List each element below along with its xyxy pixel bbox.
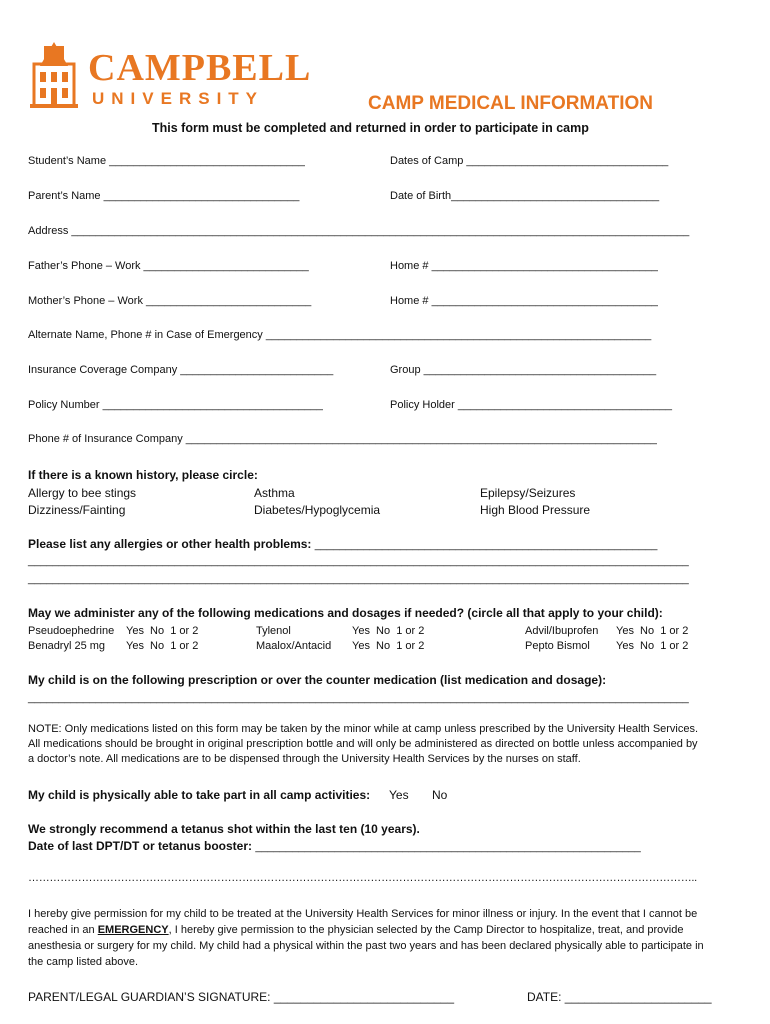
tetanus-recommendation: We strongly recommend a tetanus shot within the last ten (10 years). bbox=[28, 822, 420, 836]
allergies-inline-blank[interactable]: ________________________________________________________ bbox=[314, 539, 658, 551]
father-phone-field[interactable]: Father’s Phone – Work ___________________________ bbox=[28, 260, 309, 272]
medication-name: Pseudoephedrine bbox=[28, 625, 115, 637]
physical-ability-label: My child is physically able to take part in all camp activities: bbox=[28, 788, 371, 802]
medication-options[interactable]: Yes No 1 or 2 bbox=[126, 640, 199, 652]
insurance-phone-field[interactable]: Phone # of Insurance Company _____________________________________________________________________________ bbox=[28, 433, 657, 445]
logo-campbell-text: CAMPBELL bbox=[88, 47, 312, 89]
guardian-signature-field[interactable]: PARENT/LEGAL GUARDIAN’S SIGNATURE: ___________________________ bbox=[28, 990, 455, 1004]
permission-text-post: , I hereby give permission to the physician selected by the Camp Director to hospitalize, treat, and provide bbox=[168, 924, 684, 936]
medication-name: Tylenol bbox=[256, 625, 291, 637]
address-field[interactable]: Address _____________________________________________________________________________________________________ bbox=[28, 225, 690, 237]
physical-no-option[interactable]: No bbox=[432, 788, 448, 802]
medication-options[interactable]: Yes No 1 or 2 bbox=[126, 625, 199, 637]
medication-options[interactable]: Yes No 1 or 2 bbox=[352, 625, 425, 637]
mother-phone-field[interactable]: Mother’s Phone – Work ___________________________ bbox=[28, 295, 312, 307]
note-text: NOTE: Only medications listed on this form may be taken by the minor while at camp unless prescribed by the University Health Services. bbox=[28, 723, 699, 735]
history-heading: If there is a known history, please circle: bbox=[28, 468, 258, 482]
medication-name: Pepto Bismol bbox=[525, 640, 590, 652]
parent-name-field[interactable]: Parent’s Name ________________________________ bbox=[28, 190, 300, 202]
allergies-row bbox=[28, 537, 657, 551]
medication-name: Benadryl 25 mg bbox=[28, 640, 106, 652]
group-field[interactable]: Group ______________________________________ bbox=[390, 364, 657, 376]
medications-heading: May we administer any of the following medications and dosages if needed? (circle all that apply to your child): bbox=[28, 606, 663, 620]
permission-text bbox=[28, 924, 683, 936]
insurance-company-field[interactable]: Insurance Coverage Company _________________________ bbox=[28, 364, 334, 376]
history-item[interactable]: Dizziness/Fainting bbox=[28, 503, 126, 517]
father-home-field[interactable]: Home # _____________________________________ bbox=[390, 260, 658, 272]
permission-text-pre: reached in an bbox=[28, 924, 98, 936]
form-title: CAMP MEDICAL INFORMATION bbox=[368, 93, 653, 114]
medication-name: Advil/Ibuprofen bbox=[525, 625, 599, 637]
student-name-field[interactable]: Student’s Name ________________________________ bbox=[28, 155, 305, 167]
policy-number-field[interactable]: Policy Number ____________________________________ bbox=[28, 399, 323, 411]
medication-options[interactable]: Yes No 1 or 2 bbox=[616, 640, 689, 652]
tetanus-date-row bbox=[28, 839, 641, 853]
history-item[interactable]: Epilepsy/Seizures bbox=[480, 486, 576, 500]
history-item[interactable]: Allergy to bee stings bbox=[28, 486, 137, 500]
university-logo bbox=[30, 42, 360, 112]
physical-yes-option[interactable]: Yes bbox=[389, 788, 409, 802]
tetanus-date-label: Date of last DPT/DT or tetanus booster: bbox=[28, 839, 256, 853]
emergency-emphasis: EMERGENCY bbox=[97, 924, 169, 936]
history-item[interactable]: Asthma bbox=[254, 486, 295, 500]
note-text: All medications should be brought in original prescription bottle and will only be administered as directed on bottle unless accompanied by bbox=[28, 738, 698, 750]
tetanus-date-field[interactable]: _______________________________________________________________ bbox=[255, 841, 641, 853]
form-subtitle: This form must be completed and returned in order to participate in camp bbox=[152, 121, 589, 135]
medication-options[interactable]: Yes No 1 or 2 bbox=[616, 625, 689, 637]
mother-home-field[interactable]: Home # _____________________________________ bbox=[390, 295, 658, 307]
permission-text: the camp listed above. bbox=[28, 956, 139, 968]
dotted-divider: …………………………………………………………………………………………………………………………………………………………………….. bbox=[28, 872, 697, 884]
dates-of-camp-field[interactable]: Dates of Camp _________________________________ bbox=[390, 155, 669, 167]
signature-date-field[interactable]: DATE: ______________________ bbox=[527, 990, 712, 1004]
allergies-blank-line[interactable]: ____________________________________________________________________________________________________________ bbox=[28, 555, 689, 567]
permission-text: I hereby give permission for my child to be treated at the University Health Services for minor illness or injury. In the event that I cannot be bbox=[28, 908, 698, 920]
allergies-heading: Please list any allergies or other health problems: bbox=[28, 537, 315, 551]
prescription-blank-line[interactable]: ____________________________________________________________________________________________________________ bbox=[28, 692, 689, 704]
prescription-heading: My child is on the following prescription or over the counter medication (list medication and dosage): bbox=[28, 673, 607, 687]
allergies-blank-line[interactable]: ____________________________________________________________________________________________________________ bbox=[28, 573, 689, 585]
emergency-contact-field[interactable]: Alternate Name, Phone # in Case of Emergency _______________________________________________________________ bbox=[28, 329, 652, 341]
history-item[interactable]: High Blood Pressure bbox=[480, 503, 591, 517]
logo-university-text: UNIVERSITY bbox=[92, 89, 265, 108]
date-of-birth-field[interactable]: Date of Birth__________________________________ bbox=[390, 190, 660, 202]
medication-name: Maalox/Antacid bbox=[256, 640, 332, 652]
permission-text: anesthesia or surgery for my child. My child had a physical within the past two years and has been declared physically able to participate in bbox=[28, 940, 704, 952]
campbell-tower-icon bbox=[30, 42, 78, 108]
medication-options[interactable]: Yes No 1 or 2 bbox=[352, 640, 425, 652]
policy-holder-field[interactable]: Policy Holder ___________________________________ bbox=[390, 399, 672, 411]
history-item[interactable]: Diabetes/Hypoglycemia bbox=[254, 503, 381, 517]
note-text: a doctor’s note. All medications are to be dispensed through the University Health Services by the nurses on staff. bbox=[28, 753, 581, 765]
